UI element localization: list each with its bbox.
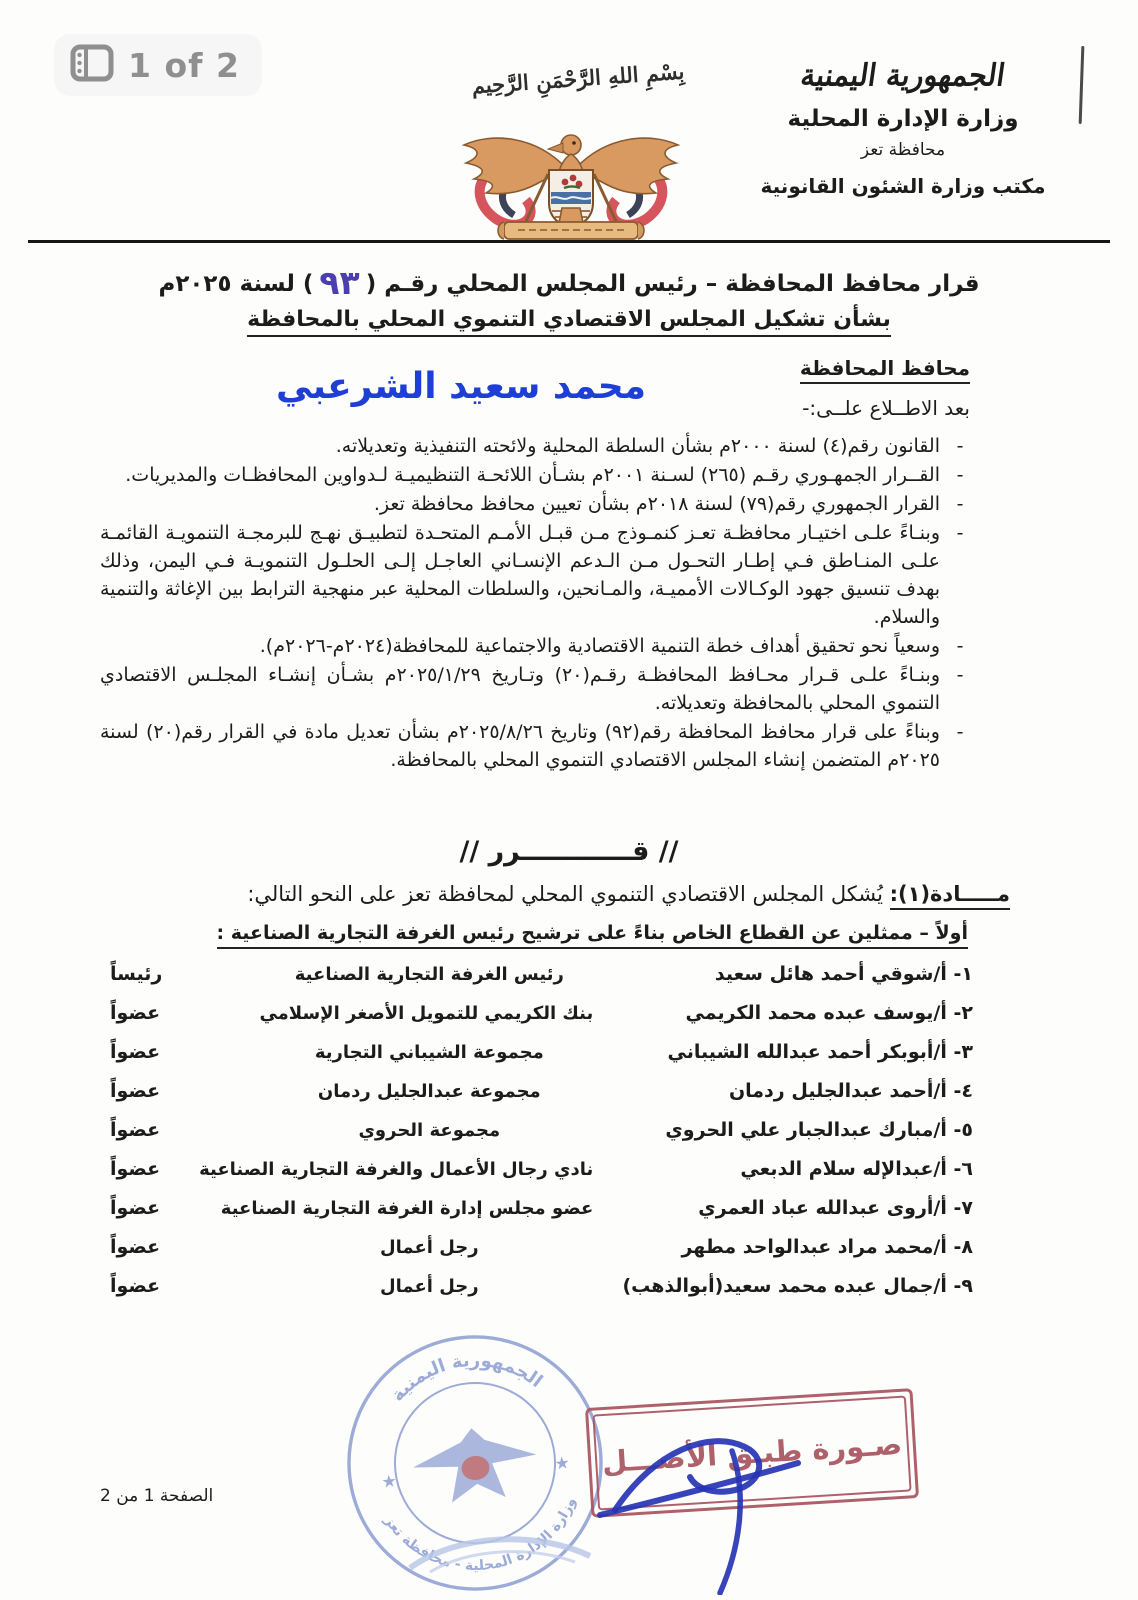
member-name: ١- أ/شوقي أحمد هائل سعيد — [714, 963, 973, 985]
member-name: ٢- أ/يوسف عبده محمد الكريمي — [685, 1002, 973, 1024]
decree-subject: بشأن تشكيل المجلس الاقتصادي التنموي المحلي بالمحافظة — [0, 307, 1138, 337]
table-row — [110, 1116, 973, 1145]
member-name: ٤- أ/أحمد عبدالجليل ردمان — [728, 1080, 973, 1102]
bullet-dash: - — [956, 664, 964, 686]
bullet-dash: - — [956, 435, 964, 457]
bullet-dash: - — [956, 522, 964, 544]
preamble-item: - وسعياً نحو تحقيق أهداف خطة التنمية الاقتصادية والاجتماعية للمحافظة(٢٠٢٤م-٢٠٢٦م). — [100, 632, 968, 660]
header-divider — [28, 240, 1110, 243]
table-row — [110, 999, 973, 1028]
yemen-eagle-emblem — [452, 116, 690, 256]
member-name: ٧- أ/أروى عبدالله عباد العمري — [698, 1197, 973, 1219]
members-table — [110, 960, 973, 1311]
member-affiliation: بنك الكريمي للتمويل الأصغر الإسلامي — [259, 1003, 594, 1024]
table-row — [110, 1233, 973, 1262]
issuer-heading: محافظ المحافظة — [800, 356, 970, 380]
bullet-dash: - — [956, 635, 964, 657]
decree-number-handwritten: ٩٣ — [319, 263, 360, 302]
member-affiliation: رجل أعمال — [380, 1276, 479, 1297]
article-1-label: مـــــادة(١): — [890, 882, 1010, 910]
republic-calligraphy: الجمهورية اليمنية — [798, 57, 1008, 93]
preamble-item: - القــرار الجمهـوري رقـم (٢٦٥) لسـنة ٢٠٠١م بشـأن اللائحـة التنظيميـة لـدواوين المحافظـات والمديريات. — [100, 461, 968, 489]
table-row — [110, 1038, 973, 1067]
bullet-dash: - — [956, 464, 964, 486]
member-role: عضواً — [110, 1197, 161, 1219]
decree-title-pre: قرار محافظ المحافظة – رئيس المجلس المحلي رقـم ( — [365, 271, 980, 297]
decision-word: // قــــــــــــرر // — [459, 836, 679, 867]
member-role: عضواً — [110, 1041, 161, 1063]
bismillah-calligraphy: بِسْمِ اللهِ الرَّحْمَنِ الرَّحِيم — [470, 58, 686, 99]
pages-icon — [70, 44, 114, 86]
true-copy-stamp: صـورة طبـق الأصـــل — [585, 1388, 919, 1518]
member-affiliation: مجموعة عبدالجليل ردمان — [317, 1081, 541, 1102]
footer-page-label: الصفحة 1 من 2 — [100, 1486, 214, 1506]
article-1 — [100, 882, 1010, 906]
member-role: عضواً — [110, 1002, 161, 1024]
member-affiliation: رجل أعمال — [380, 1237, 479, 1258]
table-row — [110, 960, 973, 989]
signature — [560, 1395, 840, 1599]
member-affiliation: نادي رجال الأعمال والغرفة التجارية الصناعية — [199, 1159, 594, 1180]
member-role: عضواً — [110, 1119, 161, 1141]
bullet-dash: - — [956, 721, 964, 743]
governor-name-overlay: محمد سعيد الشرعبي — [276, 366, 647, 407]
member-name: ٣- أ/أبوبكر أحمد عبدالله الشيباني — [667, 1041, 973, 1063]
page-indicator-badge[interactable] — [54, 34, 262, 96]
partial-stamp-arc — [400, 1526, 600, 1580]
seal-star-right: ★ — [553, 1453, 571, 1475]
article-1-text: يُشكل المجلس الاقتصادي التنموي المحلي لمحافظة تعز على النحو التالي: — [247, 882, 883, 906]
member-name: ٩- أ/جمال عبده محمد سعيد(أبوالذهب) — [622, 1275, 973, 1297]
legal-office-name: مكتب وزارة الشئون القانونية — [760, 174, 1046, 198]
table-row — [110, 1272, 973, 1301]
letterhead — [748, 58, 1058, 198]
preamble-item: - القرار الجمهوري رقم(٧٩) لسنة ٢٠١٨م بشأن تعيين محافظ محافظة تعز. — [100, 490, 968, 518]
preamble-item: - وبنـاءً علـى قـرار محـافظ المحافظـة رقـم(٢٠) وتـاريخ ٢٠٢٥/١/٢٩م بشـأن إنشـاء المجلـس الاقتصادي التنموي المحلي بالمحافظة وتعديلاته. — [100, 661, 968, 717]
member-role: عضواً — [110, 1275, 161, 1297]
member-name: ٥- أ/مبارك عبدالجبار علي الحروي — [665, 1119, 973, 1141]
scan-artifact-line — [1079, 46, 1085, 124]
ministry-name: وزارة الإدارة المحلية — [787, 106, 1019, 132]
member-affiliation: مجموعة الحروي — [358, 1120, 501, 1141]
member-affiliation: رئيس الغرفة التجارية الصناعية — [294, 964, 564, 985]
preamble-item: - القانون رقم(٤) لسنة ٢٠٠٠م بشأن السلطة المحلية ولائحته التنفيذية وتعديلاته. — [100, 432, 968, 460]
governorate-name: محافظة تعز — [860, 140, 946, 160]
decree-title-post: ) لسنة ٢٠٢٥م — [158, 271, 314, 297]
decree-title — [0, 260, 1138, 302]
table-row — [110, 1194, 973, 1223]
section-first-heading: أولاً – ممثلين عن القطاع الخاص بناءً على ترشيح رئيس الغرفة التجارية الصناعية : — [217, 922, 968, 949]
member-name: ٦- أ/عبدالإله سلام الدبعي — [740, 1158, 973, 1180]
svg-text:وزارة الإدارة المحلية - محافظة: وزارة الإدارة المحلية - محافظة تعز — [380, 1495, 580, 1575]
page-indicator-label: 1 of 2 — [128, 45, 240, 85]
svg-text:الجمهورية اليمنية: الجمهورية اليمنية — [387, 1350, 547, 1406]
member-name: ٨- أ/محمد مراد عبدالواحد مطهر — [681, 1236, 973, 1258]
member-role: عضواً — [110, 1158, 161, 1180]
preamble-intro: بعد الاطــلاع علــى:- — [802, 396, 970, 420]
table-row — [110, 1077, 973, 1106]
table-row — [110, 1155, 973, 1184]
member-role: عضواً — [110, 1080, 161, 1102]
member-role: عضواً — [110, 1236, 161, 1258]
seal-star-left: ★ — [380, 1471, 398, 1493]
member-affiliation: مجموعة الشيباني التجارية — [314, 1042, 544, 1063]
member-affiliation: عضو مجلس إدارة الغرفة التجارية الصناعية — [220, 1198, 594, 1219]
preamble-item: - وبنـاءً علـى اختيـار محافظـة تعـز كنمـوذج مـن قبـل الأمـم المتحـدة لتطبيـق نهـج للبرمجـة التنمويـة القائمـة علـى المنـاطق فـي إطـار التحـول مـن الـدعم الإنسـاني العاجـل إلـى الحلـول التنمويـة فـي اليمن، وذلك بهدف تنسيق جهود الوكـالات الأمميـة، والمـانحين، والسلطات المحلية عبر منهجية الترابط بين الإغاثة والتنمية والسلام. — [100, 519, 968, 631]
preamble-item: - وبناءً على قرار محافظ المحافظة رقم(٩٢) وتاريخ ٢٠٢٥/٨/٢٦م بشأن تعديل مادة في القرار رقم(٢٠) لسنة ٢٠٢٥م المتضمن إنشاء المجلس الاقتصادي التنموي المحلي بالمحافظة. — [100, 718, 968, 774]
member-role: رئيساً — [110, 963, 163, 985]
preamble-list — [100, 432, 968, 775]
bullet-dash: - — [956, 493, 964, 515]
